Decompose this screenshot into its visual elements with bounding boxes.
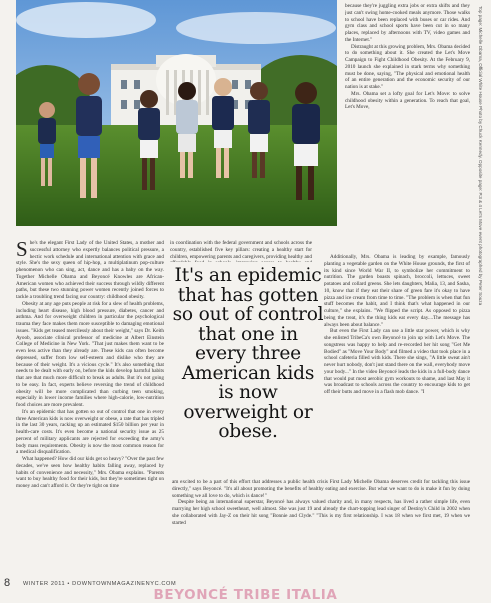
paragraph: in coordination with the federal government and schools across the country, established five key pillars: creating a healthy start for children, empowering parents and caregivers, providing healthy and	[170, 240, 312, 260]
paragraph: Obesity at any age puts people at risk for a slew of health problems, including heart disease, high blood pressure, diabetes, cancer and asthma. And for overweight children in particular the psychological trauma they face makes them more susceptible to damaging emotional issues. "Kids get teased mercilessly about their weight," says Dr. Keith Ayoob, associate clinical professor of medicine at Albert Einstein College of Medicine in New York. "That just makes them want to be even less active than they already are. These kids can often become depressed, suffer from low self-esteem and dislike who they are because of their weight. It's a vicious cycle." It's also something that needs to be dealt with early on, before the kids develop harmful habits that are that much more difficult to break as adults. But it's not going to be easy. In fact, experts believe reversing the trend of childhood obesity will be more complicated than curbing teen smoking, especially in lower income families where high-calorie, low-nutrition food choices are more prevalent.	[16, 300, 164, 408]
paragraph: Mrs. Obama set a lofty goal for Let's Move: to solve childhood obesity within a generation. To reach that goal, Let's Move,	[345, 90, 470, 111]
paragraph: Despite being an international superstar, Beyoncé has always valued charity and, in many respects, has lived a rather simple life, even marrying her high school sweetheart, well almost. She was just 19 and already the chart-topping lead singer of Destiny's Child in 2002 when she collaborated with Jay-Z on their hit song "Bonnie and Clyde." "This is my first relationship. I was 18 when we first met, 19 when we started	[172, 499, 470, 526]
paragraph: But even the First Lady can use a little star power, which is why she enlisted TribeCa's own Beyoncé to join up with Let's Move. The songstress was happy to help and re-recorded her hit song "Get Me Bodied" as "Move Your Body" and filmed a video that took place in a school cafeteria filled with kids. There she sings, "A little sweat ain't never hurt nobody, don't just stand there on the wall, everybody move your body..." In the video Beyoncé leads the kids in a full-body dance that would put most aerobic gym workouts to shame, and last May it was broadcast to schools across the country to encourage kids to get off their butts and move in a flash mob dance. "I	[324, 328, 470, 395]
white-house-lawn-photo	[16, 0, 337, 226]
middle-column-top	[170, 240, 312, 262]
issue-line: WINTER 2011 • DOWNTOWNMAGAZINENYC.COM	[23, 581, 177, 587]
paragraph: Additionally, Mrs. Obama is leading by example, famously planting a vegetable garden on the White House grounds, the first of its kind since World War II, to symbolize her commitment to nutrition. The garden boasts spinach, broccoli, lettuces, sweet potatoes and collard greens. She lets daughters, Malia, 13, and Sasha, 10, know that if they eat their share of green fare it's okay to have pizza and ice cream from time to time. "The problem is when that fun stuff becomes the habit, and I think that's what happened in our culture," she explains. "We flipped the script. As opposed to pizza being the treat, it's the thing kids eat every day....The message has always been about balance."	[324, 254, 470, 328]
photo-credit: Top page: Michelle Obama, Official White House Photo by Chuck Kennedy. Opposite page: P.3 & 4 Let's Move event photographed by Peter Souza	[478, 6, 483, 306]
left-column	[16, 240, 164, 568]
paragraph: because they're juggling extra jobs or extra shifts and they just can't swing home-cooked meals anymore. Those walks to school have been replaced with buses or car rides. And gym class and school sports have been cut in so many places, replaced by afternoons with TV, video games and the Internet."	[345, 3, 470, 43]
watermark: BEYONCÉ TRIBE ITALIA	[153, 587, 338, 603]
paragraph: Distraught at this growing problem, Mrs. Obama decided to do something about it. She created the Let's Move Campaign to Fight Childhood Obesity. At the February 9, 2010 launch she explained in stark terms why something must be done, saying, "The physical and emotional health of an entire generation and the economic security of our nation is at stake."	[345, 43, 470, 90]
paragraph-text: he's the elegant First Lady of the United States, a mother and successful attorney who expertly balances political pressure, a hectic work schedule and international attention with grace and style. She's the sexy queen of hip-hop, a multiplatinum pop-culture phenomenon who can sing, act, dance and has a baby on the way. Together Michelle Obama and Beyoncé Knowles are African-American women who achieved their success through wildly different paths, but these two stunning power women recently joined forces to tackle a troubling trend facing our country: childhood obesity.	[16, 240, 164, 300]
paragraph: It's an epidemic that has gotten so out of control that one in every three American kids is now overweight or obese, a rate that has tripled in the last 30 years, racking up an estimated $150 billion per year in health-care costs. It's even become a national security issue as 25 percent of military applicants are rejected for exceeding the army's body mass requirements. Obesity is now the most common reason for a medical disqualification.	[16, 408, 164, 456]
page-footer	[0, 575, 491, 603]
pull-quote: It's an epidemic that has gotten so out of control that one in every three American kids is now overweight or obese.	[172, 265, 324, 442]
drop-cap: S	[16, 240, 28, 261]
right-column-top	[345, 3, 470, 251]
paragraph: am excited to be a part of this effort that addresses a public health crisis First Lady Michelle Obama deserves credit for tackling this issue directly," says Beyoncé. "It's all about promoting the benefits of healthy eating and exercise. But what we want to do is make it fun by doing something we all love to do, which is dance!"	[172, 479, 470, 499]
right-column-middle	[324, 254, 470, 476]
paragraph: What happened? How did our kids get so heavy? "Over the past few decades, we've seen how healthy habits falling away, replaced by habits of convenience and necessity," Mrs. Obama explains. "Parents want to buy healthy food for their kids, but they're sometimes tight on money and can't afford it. Or they're tight on time	[16, 456, 164, 489]
opening-paragraph	[16, 240, 164, 301]
page-number: 8	[4, 577, 11, 589]
bottom-column	[172, 479, 470, 569]
